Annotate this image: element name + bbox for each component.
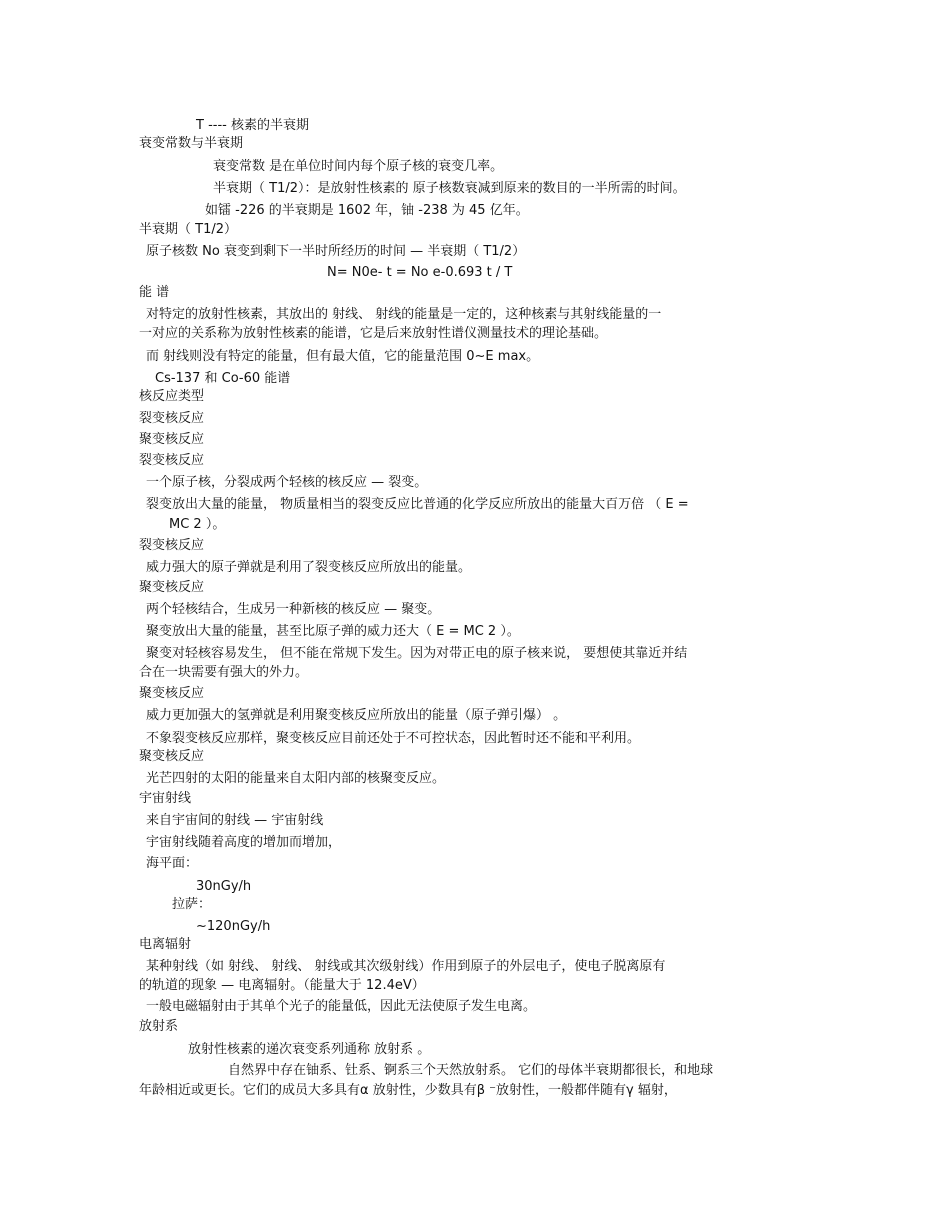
text-line: 某种射线（如 射线、 射线、 射线或其次级射线）作用到原子的外层电子，使电子脱离原有: [146, 959, 666, 974]
section-heading: 放射系: [139, 1019, 179, 1034]
section-heading: 衰变常数与半衰期: [139, 136, 244, 151]
section-heading: 核反应类型: [139, 389, 205, 404]
text-line: 宇宙射线随着高度的增加而增加，: [146, 835, 342, 850]
text-line: 而 射线则没有特定的能量，但有最大值，它的能量范围 0~E max。: [146, 349, 540, 364]
text-line: 聚变放出大量的能量，甚至比原子弹的威力还大（ E = MC 2 ）。: [146, 624, 520, 639]
text-line: 30nGy/h: [196, 879, 252, 894]
section-heading: 电离辐射: [139, 937, 192, 952]
text-line: 两个轻核结合，生成另一种新核的核反应 — 聚变。: [146, 602, 441, 617]
text-line: 自然界中存在铀系、钍系、锕系三个天然放射系。 它们的母体半衰期都很长，和地球: [228, 1063, 714, 1078]
text-line: 威力强大的原子弹就是利用了裂变核反应所放出的能量。: [146, 560, 472, 575]
text-line: 放射性核素的递次衰变系列通称 放射系 。: [188, 1042, 431, 1057]
section-heading: 宇宙射线: [139, 791, 192, 806]
section-heading: 能 谱: [139, 285, 170, 300]
text-line: Cs-137 和 Co-60 能谱: [155, 371, 291, 386]
text-line: 来自宇宙间的射线 — 宇宙射线: [146, 813, 324, 828]
text-line: 一个原子核，分裂成两个轻核的核反应 — 裂变。: [146, 475, 428, 490]
text-line: 不象裂变核反应那样，聚变核反应目前还处于不可控状态，因此暂时还不能和平利用。: [146, 731, 641, 746]
section-heading: 裂变核反应: [139, 411, 205, 426]
text-line: 合在一块需要有强大的外力。: [139, 665, 309, 680]
section-heading: 聚变核反应: [139, 432, 205, 447]
section-heading: 聚变核反应: [139, 686, 205, 701]
text-line: 如镭 -226 的半衰期是 1602 年，铀 -238 为 45 亿年。: [205, 203, 529, 218]
text-line: 裂变放出大量的能量， 物质量相当的裂变反应比普通的化学反应所放出的能量大百万倍 （ E =: [146, 497, 689, 512]
text-line: 衰变常数 是在单位时间内每个原子核的衰变几率。: [213, 159, 504, 174]
text-line: 威力更加强大的氢弹就是利用聚变核反应所放出的能量（原子弹引爆） 。: [146, 708, 567, 723]
text-line: 海平面：: [146, 856, 199, 871]
text-line: 原子核数 No 衰变到剩下一半时所经历的时间 — 半衰期（ T1/2）: [146, 244, 526, 259]
formula-line: N= N0e- t = No e-0.693 t / T: [327, 265, 513, 280]
text-line: MC 2 ）。: [169, 517, 226, 532]
text-line: 对特定的放射性核素，其放出的 射线、 射线的能量是一定的，这种核素与其射线能量的一: [146, 307, 662, 322]
text-line: T ---- 核素的半衰期: [196, 118, 309, 133]
text-line: 拉萨：: [172, 897, 212, 912]
text-line: 聚变对轻核容易发生， 但不能在常规下发生。因为对带正电的原子核来说， 要想使其靠近并结: [146, 646, 688, 661]
section-heading: 半衰期（ T1/2）: [139, 222, 237, 237]
section-heading: 裂变核反应: [139, 453, 205, 468]
section-heading: 聚变核反应: [139, 580, 205, 595]
text-line: 半衰期（ T1/2）：是放射性核素的 原子核数衰减到原来的数目的一半所需的时间。: [213, 181, 686, 196]
text-line: 光芒四射的太阳的能量来自太阳内部的核聚变反应。: [146, 771, 446, 786]
section-heading: 裂变核反应: [139, 538, 205, 553]
text-line: 年龄相近或更长。它们的成员大多具有α 放射性，少数具有β ⁻放射性，一般都伴随有γ 辐射，: [139, 1083, 677, 1098]
text-line: 的轨道的现象 — 电离辐射。（能量大于 12.4eV）: [139, 978, 425, 993]
section-heading: 聚变核反应: [139, 749, 205, 764]
text-line: 一对应的关系称为放射性核素的能谱，它是后来放射性谱仪测量技术的理论基础。: [139, 326, 608, 341]
text-line: 一般电磁辐射由于其单个光子的能量低，因此无法使原子发生电离。: [146, 999, 537, 1014]
text-line: ~120nGy/h: [196, 919, 271, 934]
